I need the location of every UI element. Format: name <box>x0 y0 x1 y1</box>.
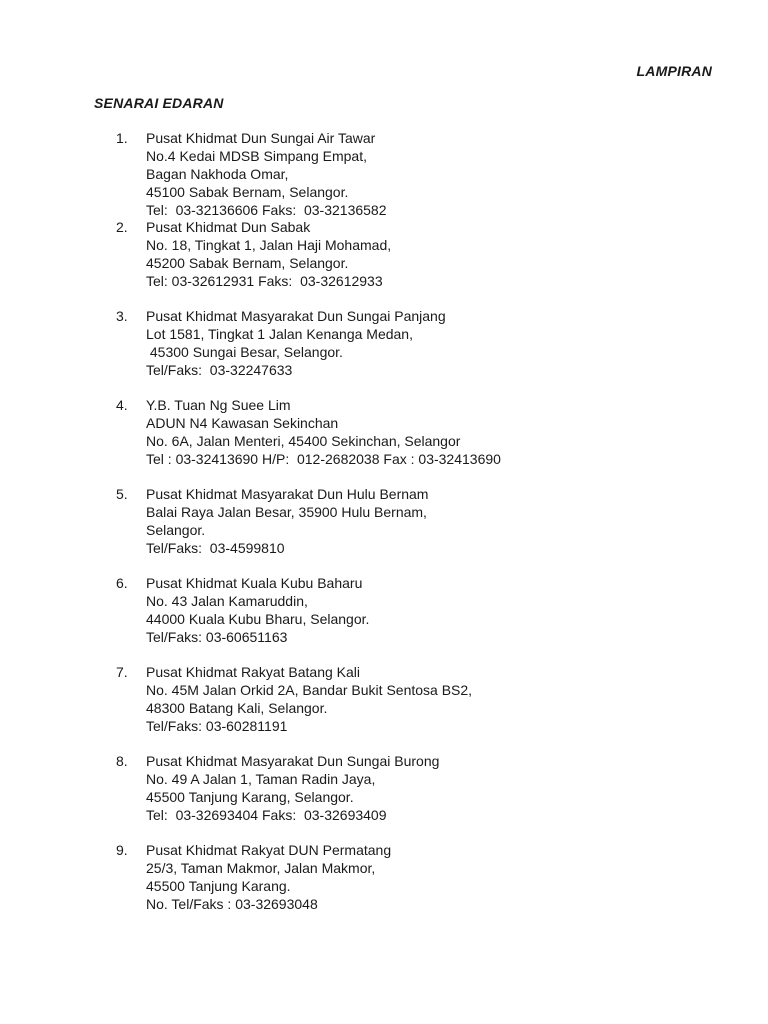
address-line: Balai Raya Jalan Besar, 35900 Hulu Bernam, <box>146 504 427 520</box>
list-item <box>0 218 768 307</box>
address-line: No. 6A, Jalan Menteri, 45400 Sekinchan, Selangor <box>146 433 461 449</box>
office-name: Pusat Khidmat Dun Sungai Air Tawar <box>146 130 376 146</box>
address-line: 45300 Sungai Besar, Selangor. <box>146 344 343 360</box>
address-line: 45200 Sabak Bernam, Selangor. <box>146 255 349 271</box>
list-item <box>0 396 768 485</box>
address-line: No. 45M Jalan Orkid 2A, Bandar Bukit Sentosa BS2, <box>146 682 473 698</box>
list-item <box>0 663 768 752</box>
office-name: Y.B. Tuan Ng Suee Lim <box>146 397 291 413</box>
address-line: 48300 Batang Kali, Selangor. <box>146 700 328 716</box>
list-item-number: 8. <box>116 753 128 769</box>
address-line: No. 43 Jalan Kamaruddin, <box>146 593 308 609</box>
address-line: ADUN N4 Kawasan Sekinchan <box>146 415 339 431</box>
address-line: No.4 Kedai MDSB Simpang Empat, <box>146 148 367 164</box>
office-name: Pusat Khidmat Rakyat DUN Permatang <box>146 842 392 858</box>
address-line: Bagan Nakhoda Omar, <box>146 166 289 182</box>
address-block <box>146 574 369 646</box>
list-item-number: 5. <box>116 486 128 502</box>
address-line: 45100 Sabak Bernam, Selangor. <box>146 184 349 200</box>
list-item-number: 3. <box>116 308 128 324</box>
address-line: 25/3, Taman Makmor, Jalan Makmor, <box>146 860 376 876</box>
list-item-number: 9. <box>116 842 128 858</box>
list-item-number: 4. <box>116 397 128 413</box>
address-block <box>146 129 387 219</box>
list-item-number: 2. <box>116 219 128 235</box>
address-block <box>146 663 472 735</box>
office-name: Pusat Khidmat Dun Sabak <box>146 219 311 235</box>
office-name: Pusat Khidmat Masyarakat Dun Hulu Bernam <box>146 486 429 502</box>
address-line: Tel: 03-32612931 Faks: 03-32612933 <box>146 273 383 289</box>
address-block <box>146 396 501 468</box>
address-line: Tel : 03-32413690 H/P: 012-2682038 Fax : 03-32413690 <box>146 451 501 467</box>
address-line: Tel/Faks: 03-32247633 <box>146 362 293 378</box>
address-line: No. Tel/Faks : 03-32693048 <box>146 896 318 912</box>
address-line: 45500 Tanjung Karang. <box>146 878 291 894</box>
address-block <box>146 752 439 824</box>
address-block <box>146 841 391 913</box>
address-block <box>146 485 428 557</box>
address-line: No. 18, Tingkat 1, Jalan Haji Mohamad, <box>146 237 392 253</box>
address-line: Tel: 03-32693404 Faks: 03-32693409 <box>146 807 387 823</box>
list-item <box>0 752 768 841</box>
list-item-number: 7. <box>116 664 128 680</box>
list-item <box>0 307 768 396</box>
distribution-list <box>0 129 768 930</box>
office-name: Pusat Khidmat Masyarakat Dun Sungai Panjang <box>146 308 446 324</box>
address-line: 45500 Tanjung Karang, Selangor. <box>146 789 354 805</box>
office-name: Pusat Khidmat Rakyat Batang Kali <box>146 664 361 680</box>
address-line: 44000 Kuala Kubu Bharu, Selangor. <box>146 611 370 627</box>
address-line: Tel/Faks: 03-60651163 <box>146 629 288 645</box>
address-line: Tel/Faks: 03-60281191 <box>146 718 288 734</box>
list-item <box>0 485 768 574</box>
address-line: Lot 1581, Tingkat 1 Jalan Kenanga Medan, <box>146 326 413 342</box>
list-item <box>0 129 768 218</box>
address-line: Tel: 03-32136606 Faks: 03-32136582 <box>146 202 387 218</box>
address-block <box>146 218 391 290</box>
address-line: Tel/Faks: 03-4599810 <box>146 540 285 556</box>
list-item <box>0 574 768 663</box>
address-block <box>146 307 446 379</box>
address-line: Selangor. <box>146 522 206 538</box>
list-item-number: 6. <box>116 575 128 591</box>
address-line: No. 49 A Jalan 1, Taman Radin Jaya, <box>146 771 376 787</box>
page-title: SENARAI EDARAN <box>94 95 224 111</box>
office-name: Pusat Khidmat Masyarakat Dun Sungai Burong <box>146 753 440 769</box>
office-name: Pusat Khidmat Kuala Kubu Baharu <box>146 575 363 591</box>
list-item <box>0 841 768 930</box>
attachment-label: LAMPIRAN <box>636 63 712 79</box>
list-item-number: 1. <box>116 130 128 146</box>
